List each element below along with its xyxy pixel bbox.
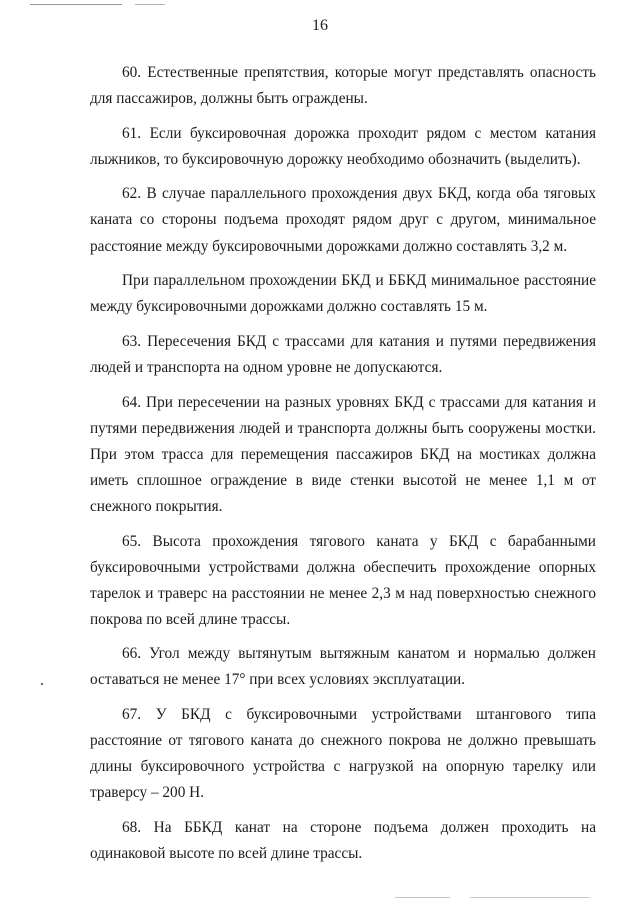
margin-mark (41, 683, 43, 685)
paragraph-61: 61. Если буксировочная дорожка проходит рядом с местом катания лыжников, то буксировочную дорожку необходимо обозначить (выделить). (90, 124, 596, 168)
paragraph-66: 66. Угол между вытянутым вытяжным канатом и нормалью должен оставаться не менее 17° при всех условиях эксплуатации. (90, 645, 596, 689)
document-body (90, 60, 596, 876)
paragraph-63: 63. Пересечения БКД с трассами для катания и путями передвижения людей и транспорта на одном уровне не допускаются. (90, 332, 596, 376)
paragraph-62-continuation: При параллельном прохождении БКД и ББКД минимальное расстояние между буксировочными дорожками должно составлять 15 м. (90, 272, 596, 316)
paragraph-64: 64. При пересечении на разных уровнях БКД с трассами для катания и путями передвижения людей и транспорта должны быть сооружены мостки. При этом трасса для перемещения пассажиров БКД на мостиках должна иметь сплошное ограждение в виде стенки высотой не менее 1,1 м от снежного покрытия. (90, 393, 596, 515)
scan-artifact-line (135, 4, 165, 5)
paragraph-60: 60. Естественные препятствия, которые могут представлять опасность для пассажиров, должны быть ограждены. (90, 64, 596, 108)
scan-artifact-line (395, 897, 450, 898)
page-number: 16 (312, 17, 328, 34)
paragraph-67: 67. У БКД с буксировочными устройствами штангового типа расстояние от тягового каната до снежного покрова не должно превышать длины буксировочного устройства с нагрузкой на опорную тарелку или траверсу – 200 Н. (90, 706, 596, 802)
scan-artifact-line (470, 897, 590, 898)
scan-artifact-line (30, 4, 122, 5)
paragraph-65: 65. Высота прохождения тягового каната у БКД с барабанными буксировочными устройствами должна обеспечить прохождение опорных тарелок и траверс на расстоянии не менее 2,3 м над поверхностью снежного покрова по всей длине трассы. (90, 532, 596, 628)
paragraph-68: 68. На ББКД канат на стороне подъема должен проходить на одинаковой высоте по всей длине трассы. (90, 818, 596, 863)
paragraph-62: 62. В случае параллельного прохождения двух БКД, когда оба тяговых каната со стороны подъема проходят рядом друг с другом, минимальное расстояние между буксировочными дорожками должно составлять 3,2 м. (90, 185, 596, 255)
